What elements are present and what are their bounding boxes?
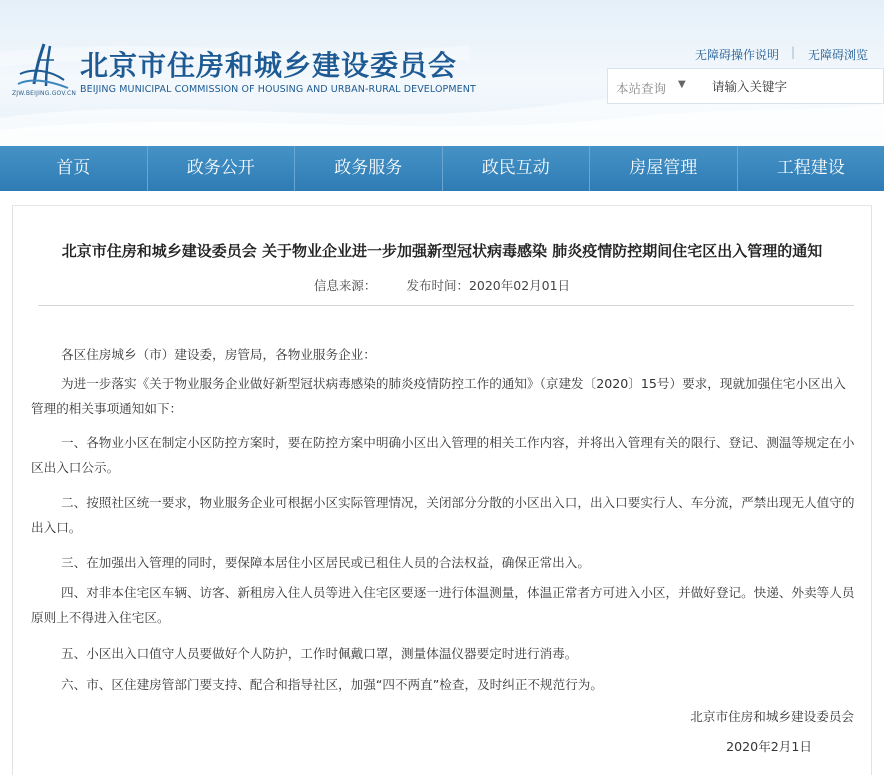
- nav-item-government-affairs[interactable]: 政务公开: [148, 146, 296, 191]
- search-input[interactable]: [712, 75, 877, 97]
- main-nav: [0, 146, 884, 191]
- paragraph-item-3: 三、在加强出入管理的同时，要保障本居住小区居民或已租住人员的合法权益，确保正常出入。: [31, 550, 856, 575]
- paragraph-item-6: 六、市、区住建房管部门要支持、配合和指导社区，加强“四不两直”检查，及时纠正不规范行为。: [31, 672, 856, 697]
- a11y-browse-link[interactable]: 无障碍浏览: [808, 46, 868, 63]
- a11y-separator: |: [791, 45, 795, 59]
- logo-icon[interactable]: [14, 40, 74, 96]
- nav-item-government-services[interactable]: 政务服务: [295, 146, 443, 191]
- site-subtitle: BEIJING MUNICIPAL COMMISSION OF HOUSING AND URBAN-RURAL DEVELOPMENT: [80, 84, 476, 95]
- nav-item-home[interactable]: 首页: [0, 146, 148, 191]
- paragraph-item-2: 二、按照社区统一要求，物业服务企业可根据小区实际管理情况，关闭部分分散的小区出入口，出入口要实行人、车分流，严禁出现无人值守的出入口。: [31, 490, 856, 540]
- nav-item-engineering-construction[interactable]: 工程建设: [738, 146, 884, 191]
- signature-org: 北京市住房和城乡建设委员会: [690, 706, 854, 725]
- a11y-instructions-link[interactable]: 无障碍操作说明: [695, 46, 779, 63]
- search-scope-select[interactable]: 本站查询: [616, 79, 666, 97]
- search-box: [607, 68, 884, 104]
- source-label: 信息来源：: [314, 278, 377, 293]
- signature-date: 2020年2月1日: [726, 736, 812, 755]
- site-title[interactable]: 北京市住房和城乡建设委员会: [80, 44, 457, 84]
- publish-date: 发布时间：2020年02月01日: [406, 278, 570, 293]
- site-header: [0, 0, 884, 146]
- logo-url-text: ZJW.BEIJING.GOV.CN: [12, 90, 76, 97]
- paragraph-intro: 为进一步落实《关于物业服务企业做好新型冠状病毒感染的肺炎疫情防控工作的通知》（京建发〔2020〕15号）要求，现就加强住宅小区出入管理的相关事项通知如下：: [31, 371, 856, 421]
- dropdown-caret-icon[interactable]: ▼: [678, 79, 686, 90]
- nav-item-public-interaction[interactable]: 政民互动: [443, 146, 591, 191]
- nav-item-housing-management[interactable]: 房屋管理: [590, 146, 738, 191]
- paragraph-item-4: 四、对非本住宅区车辆、访客、新租房入住人员等进入住宅区要逐一进行体温测量，体温正常者方可进入小区，并做好登记。快递、外卖等人员原则上不得进入住宅区。: [31, 580, 856, 630]
- paragraph-salutation: 各区住房城乡（市）建设委，房管局，各物业服务企业：: [31, 342, 856, 367]
- article-title: 北京市住房和城乡建设委员会 关于物业企业进一步加强新型冠状病毒感染 肺炎疫情防控期间住宅区出入管理的通知: [20, 240, 864, 261]
- paragraph-item-5: 五、小区出入口值守人员要做好个人防护，工作时佩戴口罩，测量体温仪器要定时进行消毒。: [31, 641, 856, 666]
- title-divider: [38, 305, 854, 306]
- paragraph-item-1: 一、各物业小区在制定小区防控方案时，要在防控方案中明确小区出入管理的相关工作内容，并将出入管理有关的限行、登记、测温等规定在小区出入口公示。: [31, 430, 856, 480]
- article-meta: [0, 276, 884, 294]
